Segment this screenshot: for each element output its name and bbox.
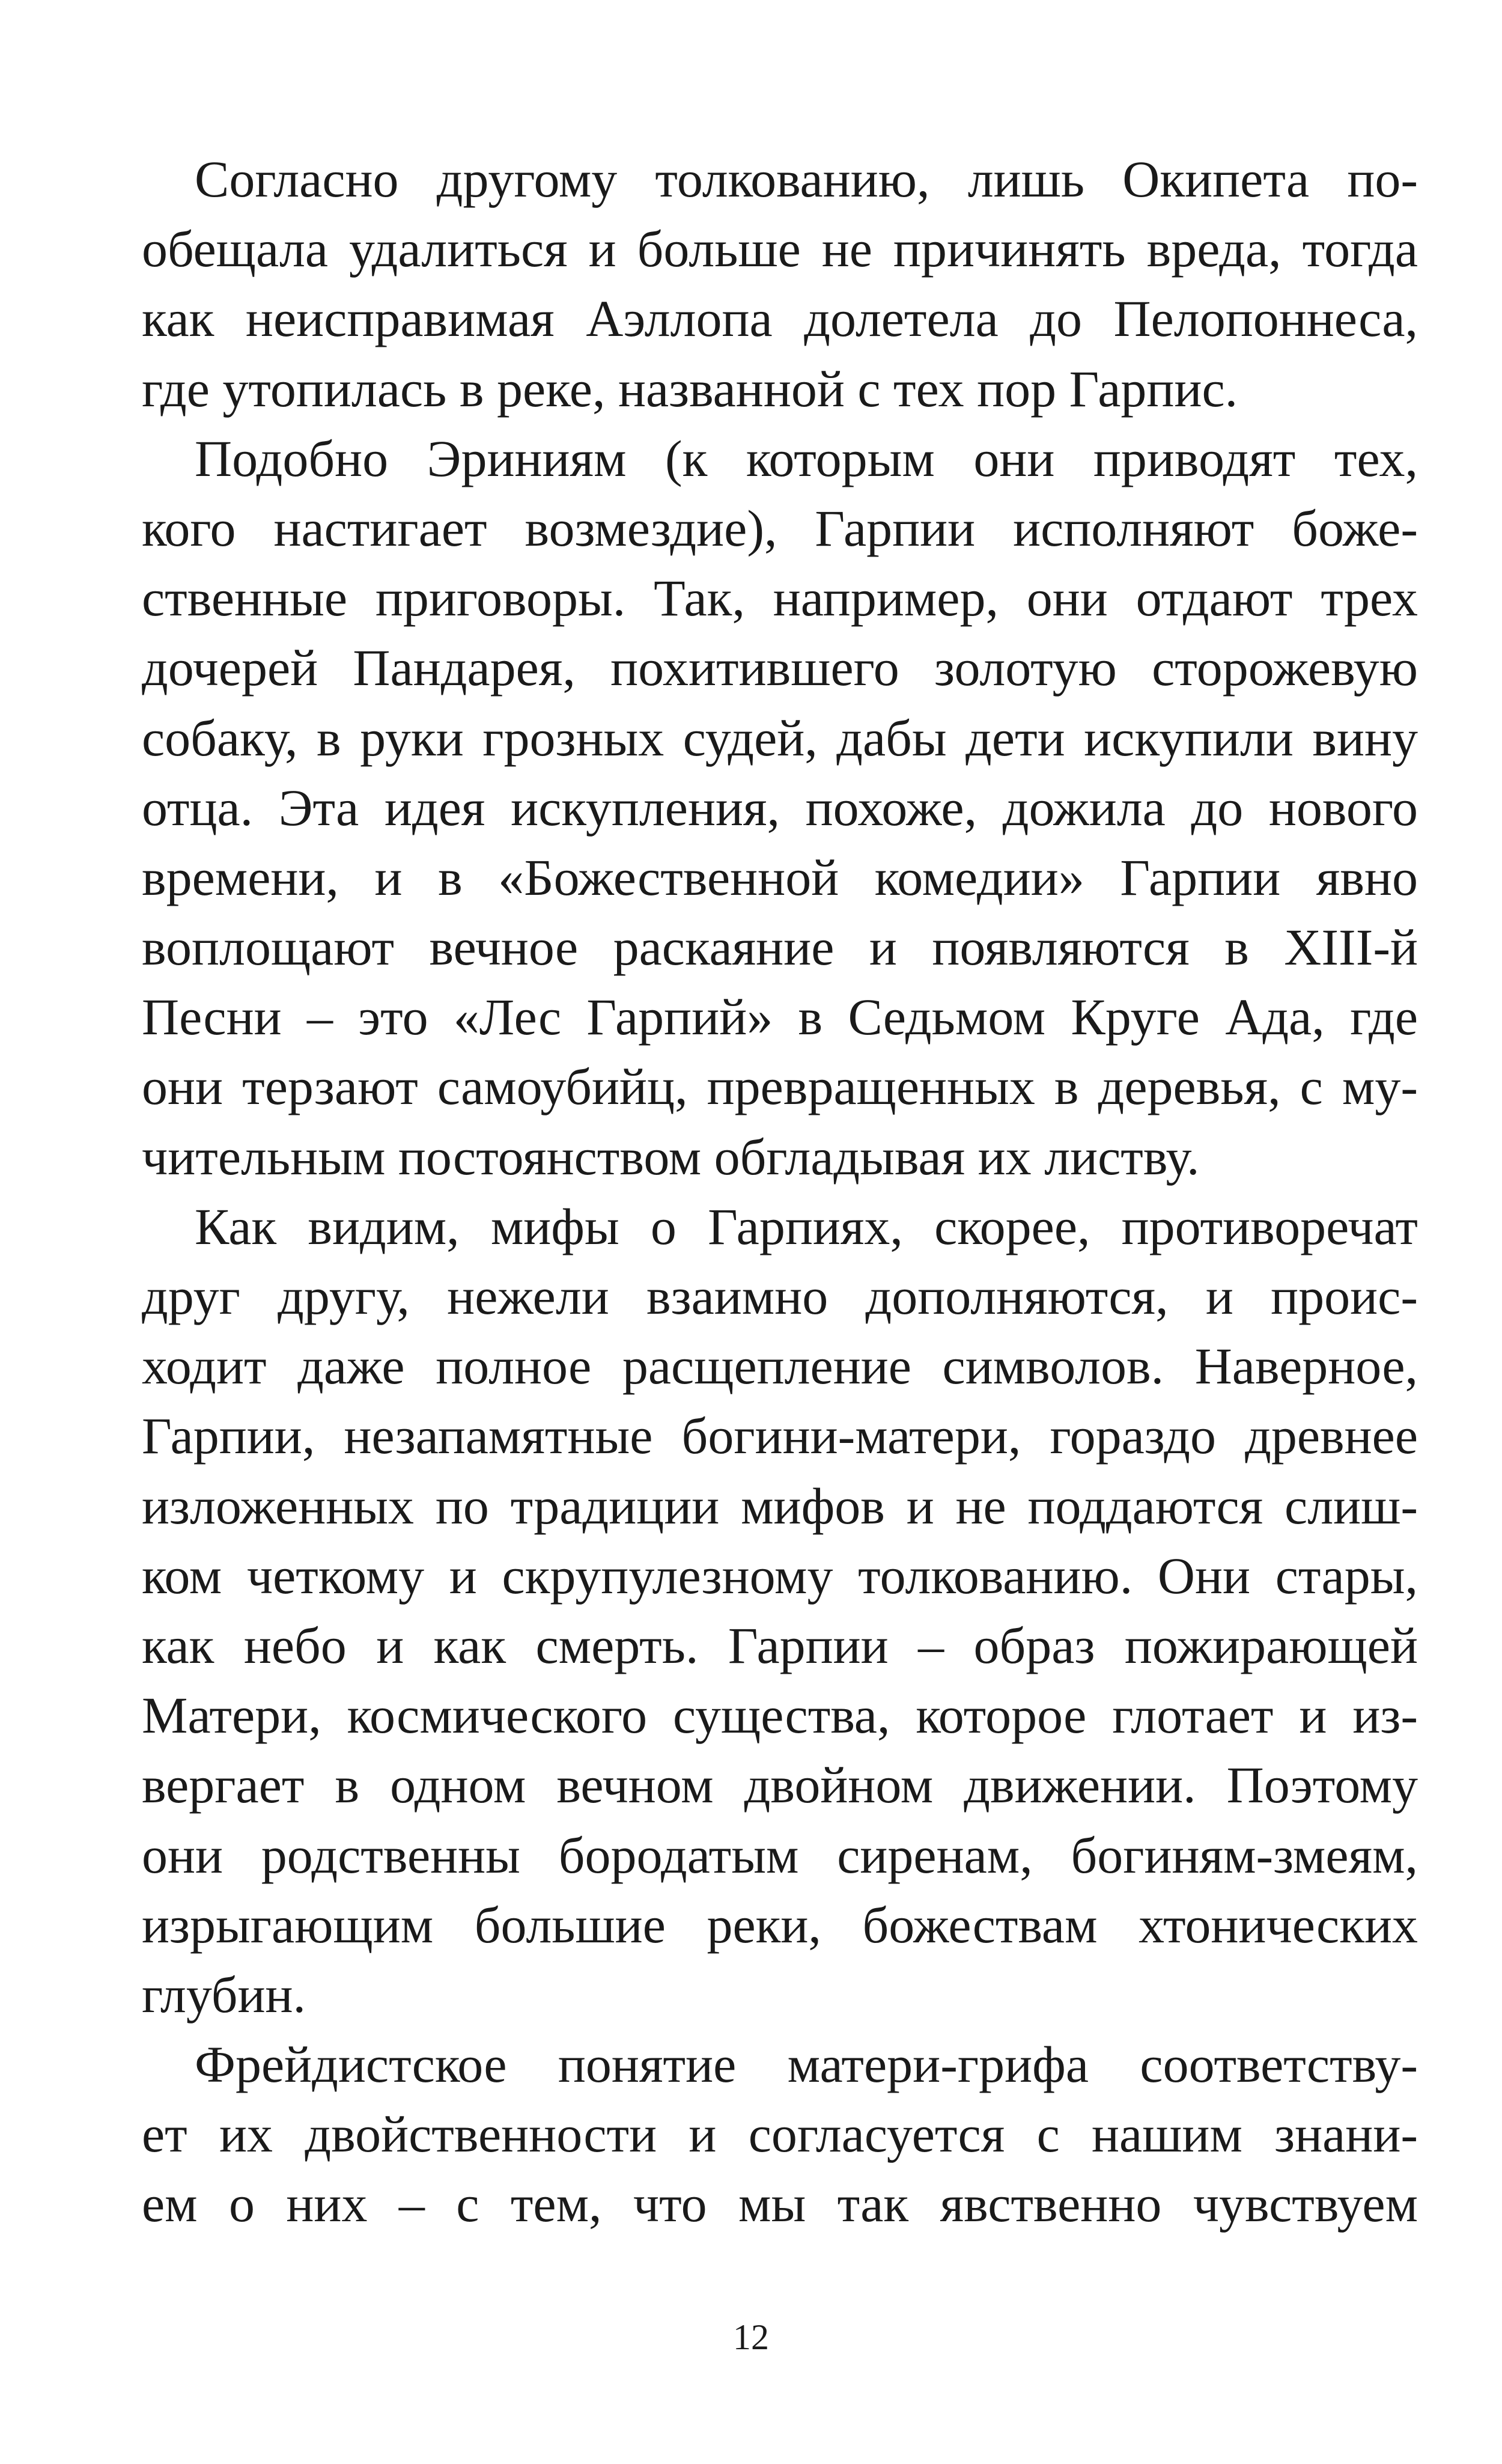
text-line: воплощают вечное раскаяние и появляются в XIII-й	[142, 918, 1418, 977]
text-line: ком четкому и скрупулезному толкованию. Они стары,	[142, 1546, 1418, 1605]
text-line: ем о них – с тем, что мы так явственно чувствуем	[142, 2175, 1418, 2233]
text-line: Подобно Эриниям (к которым они приводят тех,	[195, 429, 1418, 487]
text-line: изложенных по традиции мифов и не поддаются слиш-	[142, 1477, 1418, 1535]
text-line: друг другу, нежели взаимно дополняются, и проис-	[142, 1267, 1418, 1325]
body-text	[142, 144, 1418, 2239]
text-line: ходит даже полное расщепление символов. Наверное,	[142, 1337, 1418, 1395]
text-line: глубин.	[142, 1965, 306, 2023]
page-number: 12	[733, 2317, 769, 2357]
text-line: Матери, космического существа, которое глотает и из-	[142, 1686, 1418, 1745]
text-line: кого настигает возмездие), Гарпии исполняют боже-	[142, 499, 1418, 557]
text-line: они родственны бородатым сиренам, богиням-змеям,	[142, 1826, 1418, 1884]
text-line: как неисправимая Аэллопа долетела до Пелопоннеса,	[142, 290, 1418, 348]
text-line: они терзают самоубийц, превращенных в деревья, с му-	[142, 1058, 1418, 1116]
text-line: Гарпии, незапамятные богини-матери, гораздо древнее	[142, 1407, 1418, 1465]
text-line: вергает в одном вечном двойном движении. Поэтому	[142, 1756, 1418, 1814]
text-line: где утопилась в реке, названной с тех пор Гарпис.	[142, 359, 1238, 418]
text-line: чительным постоянством обгладывая их листву.	[142, 1127, 1200, 1186]
text-line: изрыгающим большие реки, божествам хтонических	[142, 1895, 1418, 1954]
text-line: ственные приговоры. Так, например, они отдают трех	[142, 569, 1418, 627]
text-line: ет их двойственности и согласуется с нашим знани-	[142, 2105, 1418, 2164]
text-line: обещала удалиться и больше не причинять вреда, тогда	[142, 220, 1418, 278]
text-line: времени, и в «Божественной комедии» Гарпии явно	[142, 848, 1418, 906]
text-line: отца. Эта идея искупления, похоже, дожила до нового	[142, 778, 1418, 837]
text-line: дочерей Пандарея, похитившего золотую сторожевую	[142, 639, 1418, 697]
text-line: Как видим, мифы о Гарпиях, скорее, противоречат	[195, 1197, 1418, 1255]
text-line: Песни – это «Лес Гарпий» в Седьмом Круге Ада, где	[142, 988, 1418, 1046]
text-line: собаку, в руки грозных судей, дабы дети искупили вину	[142, 709, 1418, 767]
text-line: Фрейдистское понятие матери-грифа соответству-	[195, 2036, 1418, 2094]
text-line: как небо и как смерть. Гарпии – образ пожирающей	[142, 1616, 1418, 1674]
text-line: Согласно другому толкованию, лишь Окипета по-	[195, 150, 1418, 208]
